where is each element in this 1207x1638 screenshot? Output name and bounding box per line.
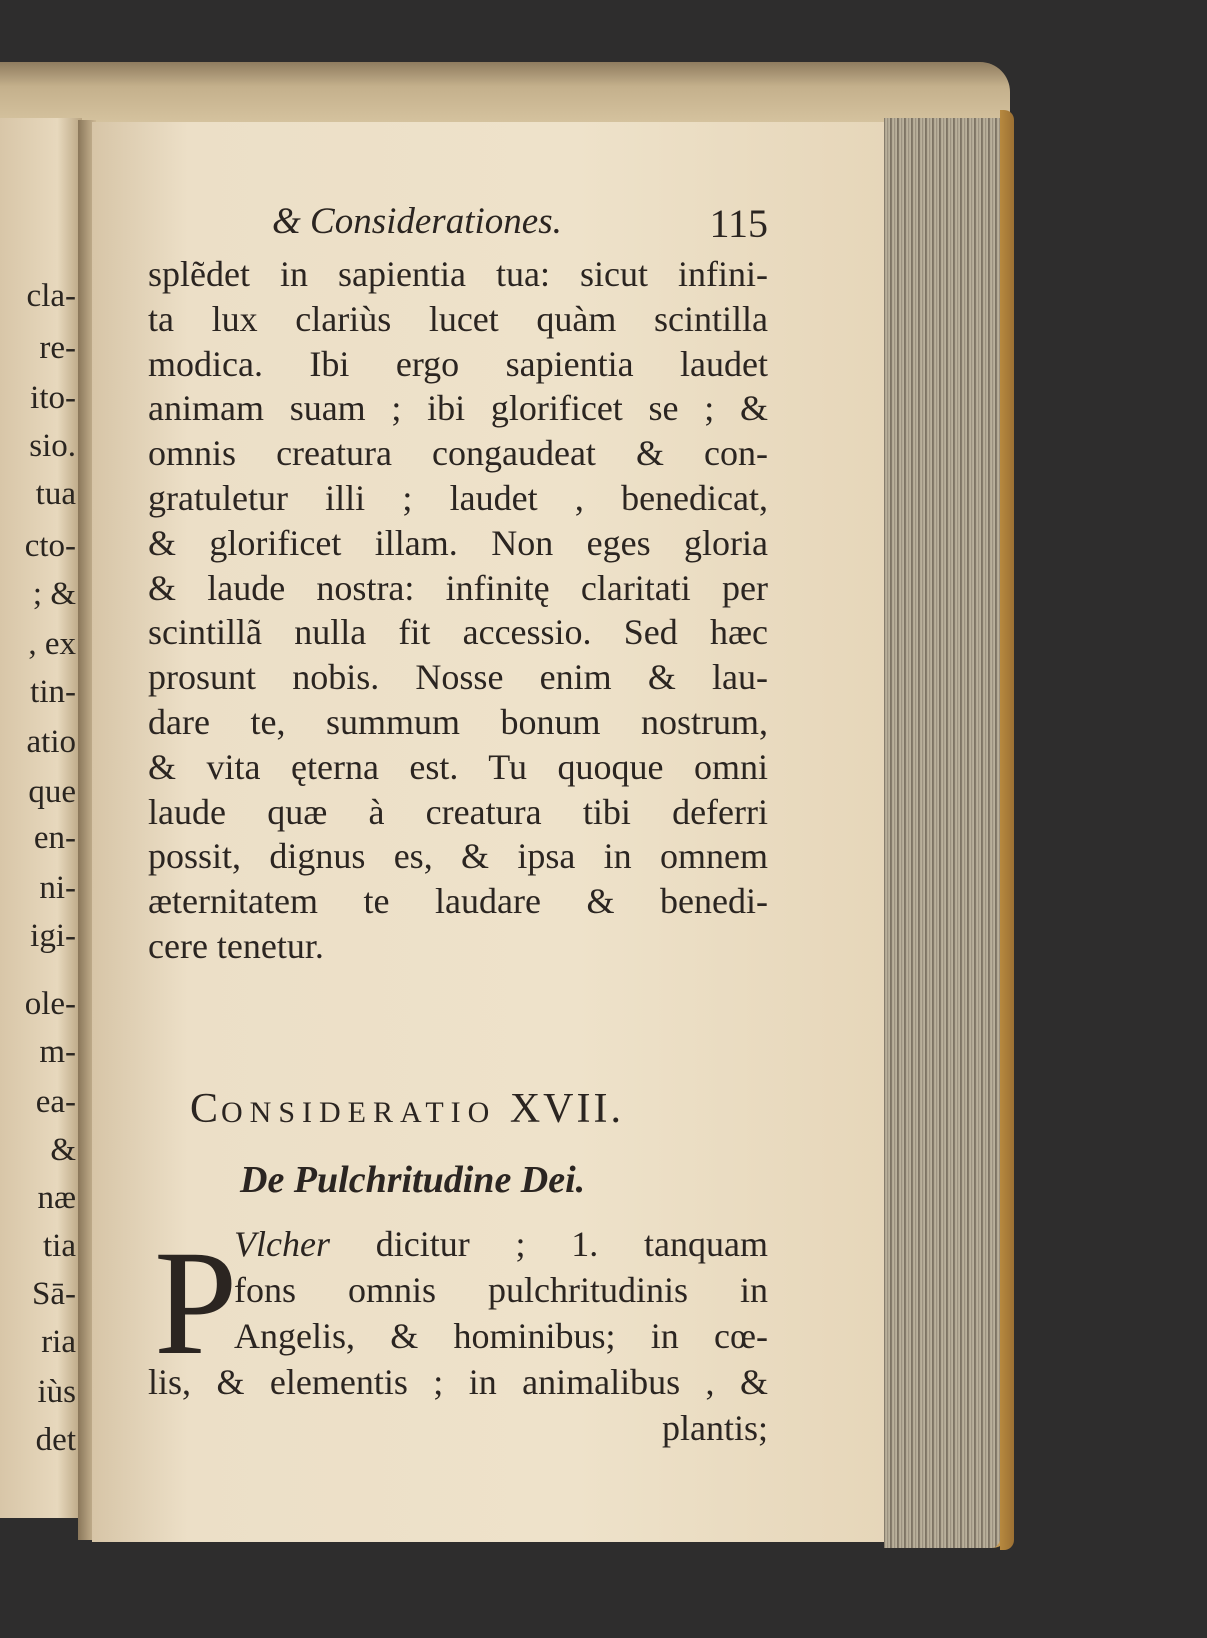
first-word: Vlcher: [234, 1224, 330, 1264]
left-page-fragment: re-: [39, 330, 76, 366]
heading-smallcaps: ONSIDERATIO: [221, 1096, 497, 1129]
text-line: prosunt nobis. Nosse enim & lau-: [148, 657, 768, 698]
text-line: omnis creatura congaudeat & con-: [148, 433, 768, 474]
left-page-fragment: m-: [39, 1034, 76, 1070]
left-page-fragment: atio: [26, 724, 76, 760]
text-line: Angelis, & hominibus; in cœ-: [234, 1316, 768, 1356]
spine: [1000, 110, 1014, 1550]
text-line: ta lux clariùs lucet quàm scintilla: [148, 298, 768, 339]
text-line: modica. Ibi ergo sapientia laudet: [148, 343, 768, 384]
main-text: [148, 200, 768, 969]
left-page-fragment: tin-: [30, 674, 76, 710]
text-line: animam suam ; ibi glorificet se ; &: [148, 388, 768, 429]
paragraph-1: [148, 252, 768, 969]
left-page-fragment: ni-: [39, 870, 76, 906]
page-number: 115: [709, 201, 768, 246]
left-page-fragment: ito-: [30, 380, 76, 416]
left-page-fragment: &: [50, 1132, 76, 1168]
left-page-fragment: næ: [37, 1180, 76, 1216]
text-line: & glorificet illam. Non eges gloria: [148, 522, 768, 563]
text-line: scintillã nulla fit accessio. Sed hæc: [148, 612, 768, 653]
left-page-fragment: tua: [35, 476, 76, 512]
text-line: laude quæ à creatura tibi deferri: [148, 791, 768, 832]
text-line: & laude nostra: infinitę claritati per: [148, 567, 768, 608]
text-line: æternitatem te laudare & benedi-: [148, 881, 768, 922]
text-line: lis, & elementis ; in animalibus , &: [148, 1362, 768, 1402]
text-line: possit, dignus es, & ipsa in omnem: [148, 836, 768, 877]
left-page-fragment: sio.: [29, 428, 76, 464]
text-line: dare te, summum bonum nostrum,: [148, 701, 768, 742]
text-line: [234, 1222, 768, 1267]
heading-number: XVII.: [509, 1086, 624, 1132]
left-page-fragment: det: [35, 1422, 76, 1458]
page-edges: [884, 118, 1010, 1548]
text-line: splẽdet in sapientia tua: sicut infini-: [148, 254, 768, 294]
section-heading: [190, 1085, 624, 1133]
left-page: [0, 118, 82, 1518]
first-line-rest: dicitur ; 1. tanquam: [375, 1224, 769, 1264]
text-line: plantis;: [662, 1408, 768, 1448]
left-page-fragment: cto-: [24, 528, 76, 564]
paragraph-2: [148, 1222, 768, 1482]
left-page-fragment: tia: [43, 1228, 76, 1264]
left-page-fragment: ole-: [24, 986, 76, 1022]
left-page-fragment: ria: [41, 1324, 76, 1360]
running-head: & Considerationes.: [272, 201, 562, 242]
left-page-fragment: iùs: [37, 1374, 76, 1410]
text-line: gratuletur illi ; laudet , benedicat,: [148, 477, 768, 518]
left-page-fragment: cla-: [26, 278, 76, 314]
section-subheading: De Pulchritudine Dei.: [240, 1159, 586, 1201]
heading-initial: C: [190, 1086, 222, 1132]
left-page-fragment: Sā-: [32, 1276, 76, 1312]
page-header: [148, 200, 768, 252]
text-line: & vita ęterna est. Tu quoque omni: [148, 746, 768, 787]
left-page-fragment: , ex: [28, 626, 76, 662]
drop-cap: P: [154, 1220, 238, 1386]
text-line: cere tenetur.: [148, 925, 324, 966]
left-page-fragment: igi-: [30, 918, 76, 954]
text-line: fons omnis pulchritudinis in: [234, 1270, 768, 1310]
left-page-fragment: ea-: [35, 1084, 76, 1120]
left-page-fragment: ; &: [32, 576, 76, 612]
left-page-fragment: que: [28, 774, 76, 810]
left-page-fragment: en-: [33, 820, 76, 856]
